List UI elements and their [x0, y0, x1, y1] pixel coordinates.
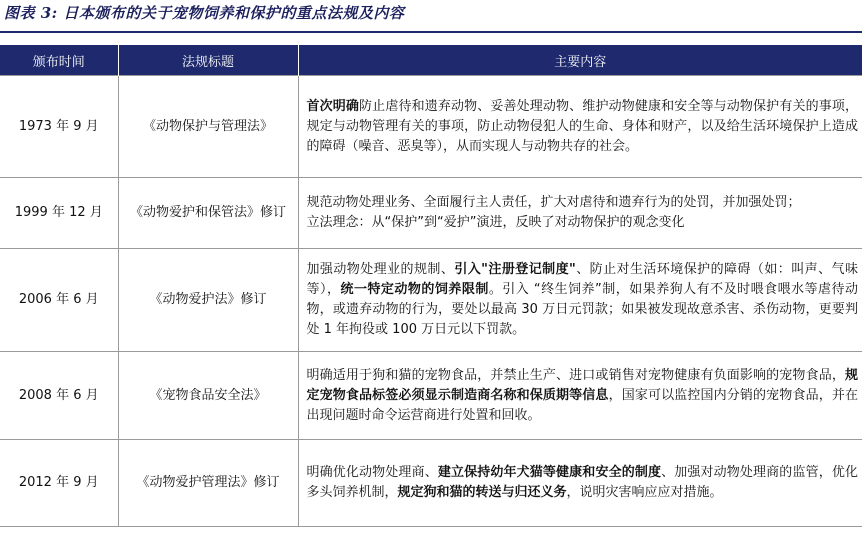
- content-segment: 。引入 “终生饲养”制，如果养狗人有不及时喂食喂水等虐待动物，或遗弃动物的行为，要处以最高 30 万日元罚款；如果被发现故意杀害、杀伤动物，更要判处 1 年拘役或 100 万日元以下罚款。: [306, 282, 858, 337]
- row-date: 1973 年 9 月: [0, 76, 118, 178]
- row-content: [298, 249, 862, 352]
- column-header-date: 颁布时间: [0, 45, 118, 76]
- content-line: 规范动物处理业务、全面履行主人责任，扩大对虐待和遗弃行为的处罚，并加强处罚；: [306, 195, 801, 210]
- content-bold-segment: 引入"注册登记制度": [454, 262, 576, 277]
- content-segment: 、防止对生活环境保护的障碍（如：叫声、气味等），: [306, 262, 858, 297]
- table-row: [0, 249, 862, 352]
- row-content: [298, 440, 862, 527]
- table-row: [0, 440, 862, 527]
- row-law-title: 《动物爱护和保管法》修订: [118, 178, 298, 249]
- regulations-table: [0, 45, 862, 527]
- row-content: [298, 352, 862, 440]
- row-law-title: 《宠物食品安全法》: [118, 352, 298, 440]
- content-line: 立法理念：从“保护”到“爱护”演进，反映了对动物保护的观念变化: [306, 215, 685, 230]
- content-segment: 明确适用于狗和猫的宠物食品，并禁止生产、进口或销售对宠物健康有负面影响的宠物食品，: [306, 367, 845, 383]
- figure-caption: 图表 3: 日本颁布的关于宠物饲养和保护的重点法规及内容: [4, 4, 405, 22]
- caption-divider: [0, 31, 862, 33]
- content-bold-segment: 建立保持幼年犬猫等健康和安全的制度: [437, 465, 662, 480]
- content-bold-segment: 统一特定动物的饲养限制: [340, 282, 489, 297]
- table-row: [0, 352, 862, 440]
- row-law-title: 《动物爱护管理法》修订: [118, 440, 298, 527]
- row-date: 2008 年 6 月: [0, 352, 118, 440]
- content-segment: ，国家可以监控国内分销的宠物食品，并在出现问题时命令运营商进行处置和回收。: [306, 387, 858, 423]
- content-segment: 加强动物处理业的规制、: [306, 262, 455, 277]
- content-bold-segment: 首次明确: [306, 98, 360, 114]
- row-content: [298, 76, 862, 178]
- table-row: [0, 76, 862, 178]
- row-law-title: 《动物爱护法》修订: [118, 249, 298, 352]
- content-segment: 、加强对动物处理商的监管，优化多头饲养机制，: [306, 465, 858, 500]
- content-segment: ，说明灾害响应应对措施。: [566, 485, 723, 500]
- row-date: 2006 年 6 月: [0, 249, 118, 352]
- row-content: [298, 178, 862, 249]
- row-date: 2012 年 9 月: [0, 440, 118, 527]
- row-date: 1999 年 12 月: [0, 178, 118, 249]
- table-row: [0, 178, 862, 249]
- table-header-row: [0, 45, 862, 76]
- content-segment: 明确优化动物处理商、: [306, 465, 438, 480]
- content-bold-segment: 规定宠物食品标签必须显示制造商名称和保质期等信息: [306, 367, 858, 403]
- column-header-law: 法规标题: [118, 45, 298, 76]
- column-header-content: 主要内容: [298, 45, 862, 76]
- content-bold-segment: 规定狗和猫的转送与归还义务: [397, 485, 567, 500]
- row-law-title: 《动物保护与管理法》: [118, 76, 298, 178]
- content-segment: 防止虐待和遗弃动物、妥善处理动物、维护动物健康和安全等与动物保护有关的事项，规定与动物管理有关的事项，防止动物侵犯人的生命、身体和财产，以及给生活环境保护上造成的障碍（噪音、恶臭等），从而实现人与动物共存的社会。: [306, 98, 858, 154]
